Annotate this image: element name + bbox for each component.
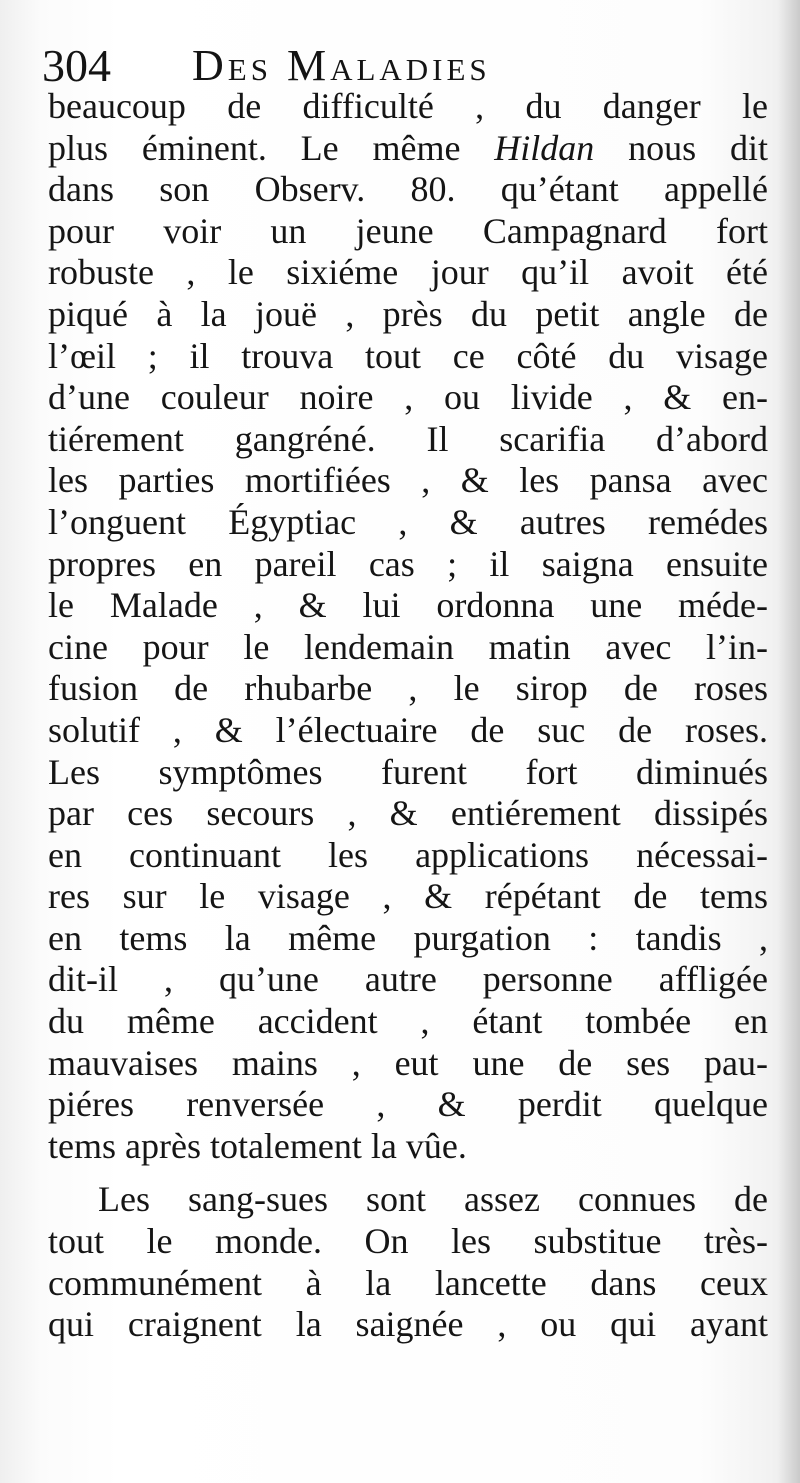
paragraph-2 (48, 1179, 768, 1345)
text-line: en continuant les applications nécessai- (48, 834, 768, 875)
text-line: solutif , & l’électuaire de suc de roses. (48, 709, 768, 750)
text-line: mauvaises mains , eut une de ses pau- (48, 1042, 768, 1083)
text-line: du même accident , étant tombée en (48, 1001, 768, 1042)
text-line: robuste , le sixiéme jour qu’il avoit été (48, 252, 768, 293)
text-line: communément à la lancette dans ceux (48, 1262, 768, 1303)
text-line: cine pour le lendemain matin avec l’in- (48, 626, 768, 667)
text-line: tout le monde. On les substitue très- (48, 1221, 768, 1262)
text-line: res sur le visage , & répétant de tems (48, 876, 768, 917)
text-line: piqué à la jouë , près du petit angle de (48, 293, 768, 334)
text-line: propres en pareil cas ; il saigna ensuite (48, 543, 768, 584)
italic-name: Hildan (494, 127, 595, 168)
text-line: l’onguent Égyptiac , & autres remédes (48, 501, 768, 542)
text-segment: nous dit (594, 127, 768, 168)
body-text (48, 86, 768, 1346)
paragraph-spacing (48, 1167, 768, 1179)
running-head: Des Maladies (192, 41, 491, 90)
page-edge-shadow (778, 0, 800, 1483)
text-line (48, 128, 768, 170)
text-line: par ces secours , & entiérement dissipés (48, 793, 768, 834)
text-line: le Malade , & lui ordonna une méde- (48, 585, 768, 626)
text-line: tems après totalement la vûe. (48, 1125, 467, 1166)
text-line: piéres renversée , & perdit quelque (48, 1084, 768, 1125)
text-line: l’œil ; il trouva tout ce côté du visage (48, 335, 768, 376)
text-line: dans son Observ. 80. qu’étant appellé (48, 169, 768, 210)
paragraph-1 (48, 86, 768, 1167)
text-line: Les sang-sues sont assez connues de (98, 1179, 768, 1220)
text-line: Les symptômes furent fort diminués (48, 751, 768, 792)
text-segment: plus éminent. Le même (48, 127, 495, 168)
text-line: les parties mortifiées , & les pansa avec (48, 460, 768, 501)
text-line: d’une couleur noire , ou livide , & en- (48, 377, 768, 418)
text-line: en tems la même purgation : tandis , (48, 917, 768, 958)
text-line: fusion de rhubarbe , le sirop de roses (48, 668, 768, 709)
page-number: 304 (42, 40, 111, 91)
text-line: beaucoup de difficulté , du danger le (48, 86, 768, 126)
text-line: tiérement gangréné. Il scarifia d’abord (48, 418, 768, 459)
text-line: qui craignent la saignée , ou qui ayant (48, 1304, 768, 1345)
text-line: dit-il , qu’une autre personne affligée (48, 959, 768, 1000)
text-line: pour voir un jeune Campagnard fort (48, 210, 768, 251)
